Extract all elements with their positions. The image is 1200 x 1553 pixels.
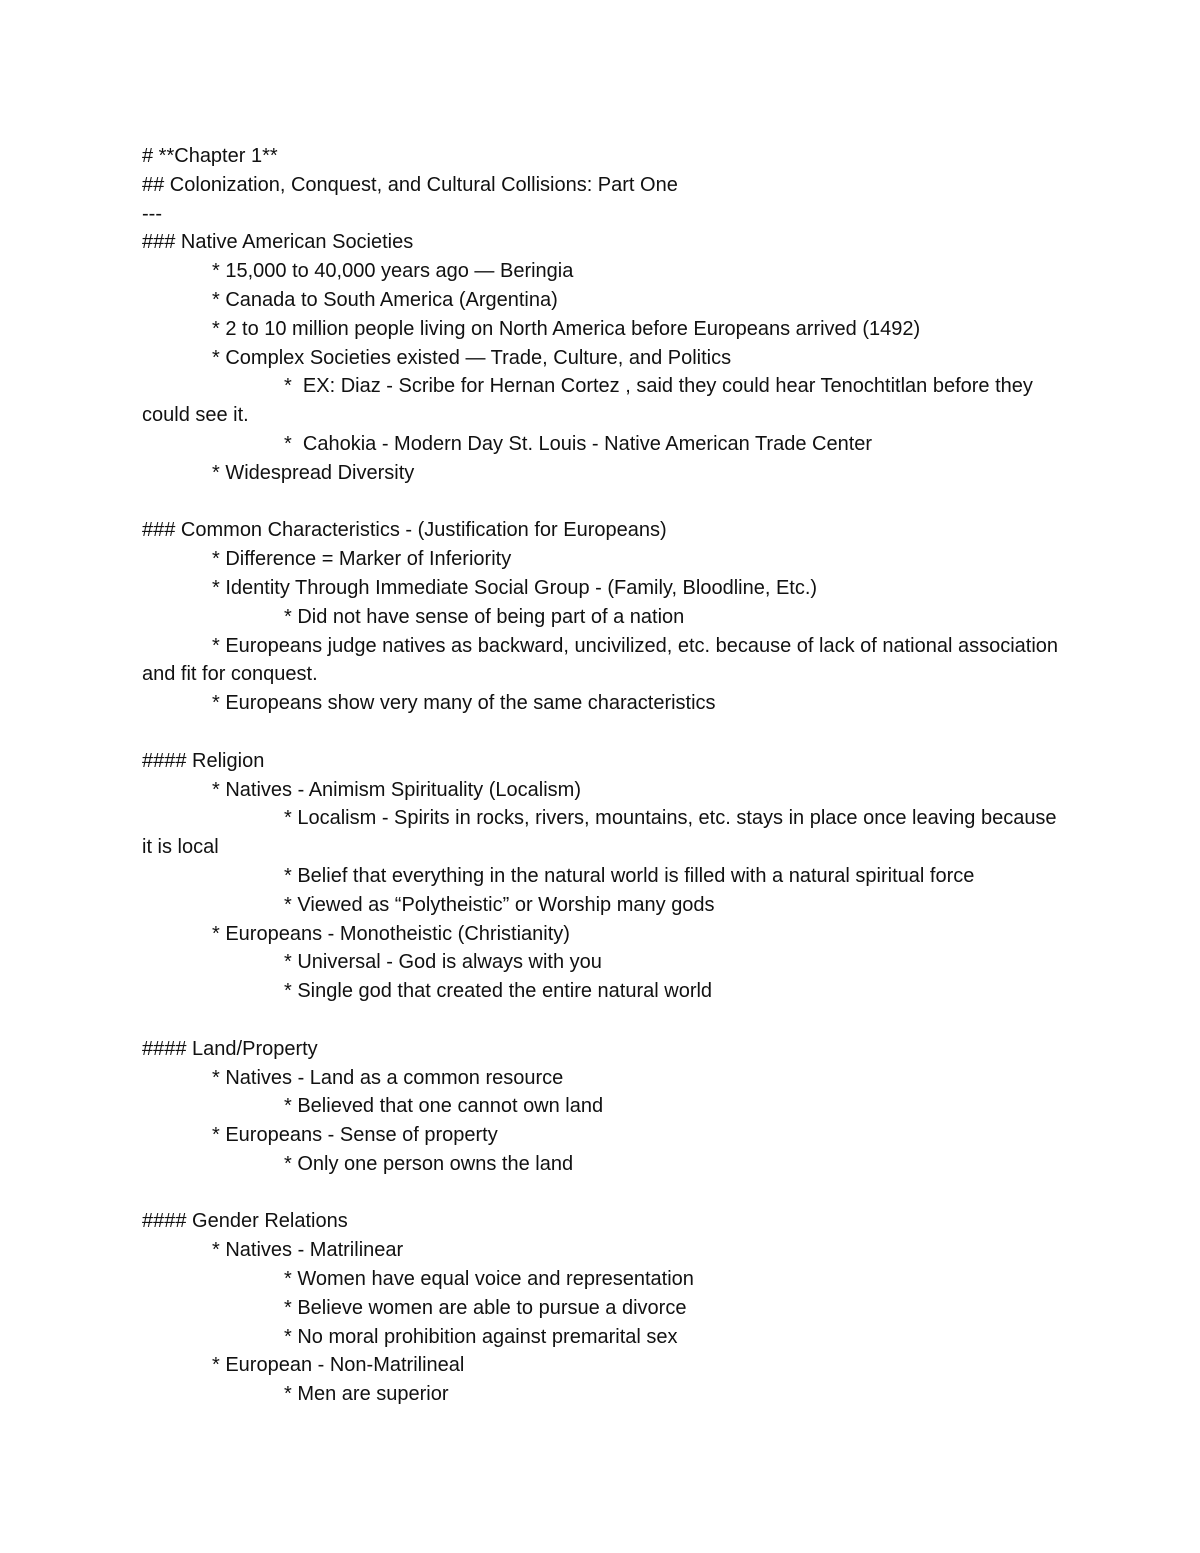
sub-bullet-item: * Men are superior [284, 1383, 449, 1406]
bullet-item: * 15,000 to 40,000 years ago — Beringia [212, 260, 574, 283]
sub-bullet-item: * Believed that one cannot own land [284, 1095, 604, 1118]
bullet-item: * Europeans show very many of the same characteristics [212, 692, 716, 715]
bullet-item: * Canada to South America (Argentina) [212, 288, 558, 311]
chapter-title: # **Chapter 1** [142, 145, 278, 167]
blank-line [142, 1006, 1062, 1035]
section-heading-land-property: #### Land/Property [142, 1037, 318, 1060]
blank-line [142, 718, 1062, 747]
section-heading-common-characteristics: ### Common Characteristics - (Justification for Europeans) [142, 519, 667, 542]
blank-line [142, 1179, 1062, 1208]
sub-bullet-item: * Belief that everything in the natural world is filled with a natural spiritual force [284, 864, 975, 887]
bullet-item: * Widespread Diversity [212, 461, 415, 484]
bullet-item: * Difference = Marker of Inferiority [212, 548, 512, 571]
sub-bullet-item: * Women have equal voice and representation [284, 1268, 694, 1291]
bullet-item: * Natives - Land as a common resource [212, 1066, 564, 1089]
bullet-item: * Natives - Matrilinear [212, 1239, 404, 1262]
sub-bullet-item: * No moral prohibition against premarital sex [284, 1325, 678, 1348]
sub-bullet-item: * Single god that created the entire natural world [284, 980, 713, 1003]
sub-bullet-item: * Only one person owns the land [284, 1152, 574, 1175]
chapter-subtitle: ## Colonization, Conquest, and Cultural Collisions: Part One [142, 173, 678, 196]
sub-bullet-item: * Did not have sense of being part of a nation [284, 605, 685, 628]
sub-bullet-item: * Universal - God is always with you [284, 951, 602, 974]
bullet-item: * Europeans - Sense of property [212, 1124, 498, 1147]
sub-bullet-item: * Believe women are able to pursue a divorce [284, 1296, 687, 1319]
bullet-item: * Complex Societies existed — Trade, Culture, and Politics [212, 346, 732, 369]
document-body [142, 142, 1062, 1409]
blank-line [142, 488, 1062, 517]
bullet-item: * Identity Through Immediate Social Group - (Family, Bloodline, Etc.) [212, 576, 818, 599]
bullet-item: * European - Non-Matrilineal [212, 1354, 465, 1377]
bullet-item: * Europeans judge natives as backward, uncivilized, etc. because of lack of national association and fit for conquest. [142, 634, 1064, 686]
sub-bullet-item: * EX: Diaz - Scribe for Hernan Cortez , said they could hear Tenochtitlan before they could see it. [142, 375, 1039, 427]
section-heading-native-societies: ### Native American Societies [142, 231, 414, 254]
section-heading-gender-relations: #### Gender Relations [142, 1210, 348, 1233]
horizontal-rule-marker: --- [142, 202, 162, 225]
sub-bullet-item: * Localism - Spirits in rocks, rivers, mountains, etc. stays in place once leaving because it is local [142, 807, 1063, 859]
bullet-item: * 2 to 10 million people living on North America before Europeans arrived (1492) [212, 317, 921, 340]
bullet-item: * Europeans - Monotheistic (Christianity) [212, 922, 570, 945]
section-heading-religion: #### Religion [142, 749, 265, 772]
bullet-item: * Natives - Animism Spirituality (Localism) [212, 778, 581, 801]
sub-bullet-item: * Cahokia - Modern Day St. Louis - Native American Trade Center [284, 432, 873, 455]
sub-bullet-item: * Viewed as “Polytheistic” or Worship many gods [284, 893, 715, 916]
